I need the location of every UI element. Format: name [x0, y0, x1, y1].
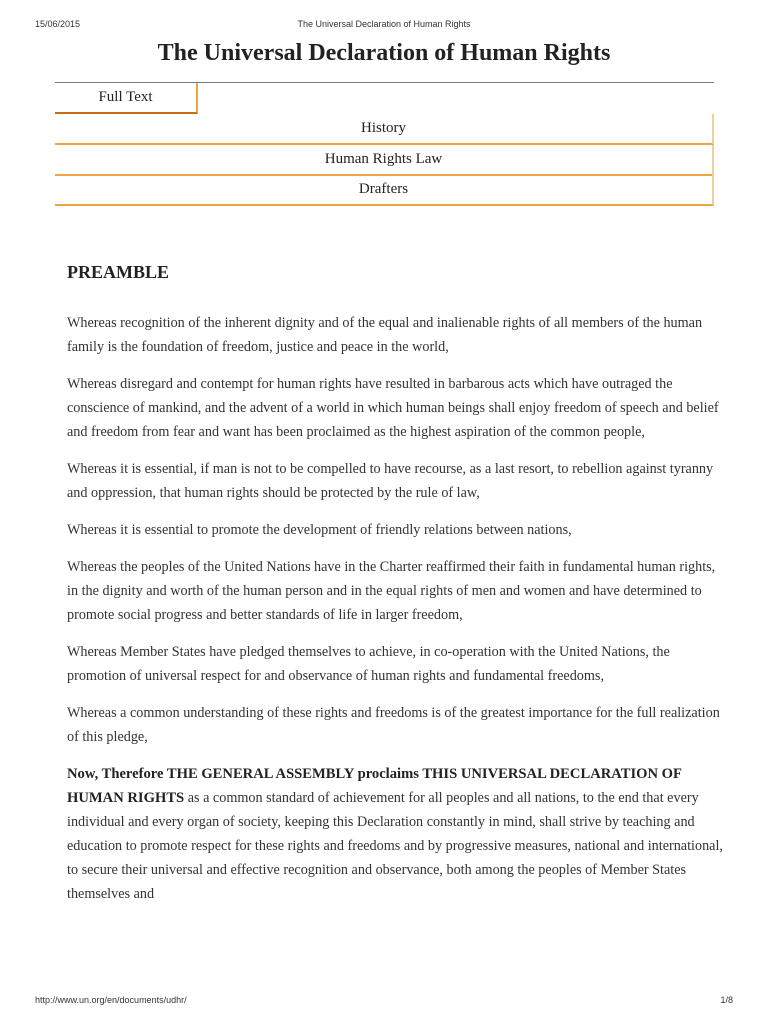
- preamble-paragraph: Whereas a common understanding of these rights and freedoms is of the greatest importance for the full realization of this pledge,: [67, 705, 720, 745]
- preamble-paragraph: Whereas the peoples of the United Nations have in the Charter reaffirmed their faith in fundamental human rights, in the dignity and worth of the human person and in the equal rights of men and women and have determined to promote social progress and better standards of life in larger freedom,: [67, 559, 716, 623]
- print-header-title: The Universal Declaration of Human Rights: [297, 19, 471, 29]
- preamble-paragraph: Whereas Member States have pledged themselves to achieve, in co-operation with the United Nations, the promotion of universal respect for and observance of human rights and fundamental freedoms,: [67, 644, 670, 684]
- print-footer: [0, 995, 768, 1007]
- preamble-paragraph: Whereas it is essential, if man is not to be compelled to have recourse, as a last resort, to rebellion against tyranny and oppression, that human rights should be protected by the rule of law,: [67, 461, 714, 501]
- main-content: [67, 258, 727, 919]
- preamble-paragraph: Whereas recognition of the inherent dignity and of the equal and inalienable rights of all members of the human family is the foundation of freedom, justice and peace in the world,: [67, 315, 703, 355]
- nav-item-history[interactable]: History: [55, 114, 714, 145]
- nav-item-human-rights-law[interactable]: Human Rights Law: [55, 145, 714, 176]
- print-header: [0, 19, 768, 31]
- preamble-paragraph: Whereas disregard and contempt for human rights have resulted in barbarous acts which have outraged the conscience of mankind, and the advent of a world in which human beings shall enjoy freedom of speech and belief and freedom from fear and want has been proclaimed as the highest aspiration of the common people,: [67, 376, 719, 440]
- tab-full-text[interactable]: Full Text: [55, 83, 198, 114]
- preamble-paragraph: Whereas it is essential to promote the development of friendly relations between nations,: [67, 522, 572, 538]
- preamble-heading: PREAMBLE: [67, 262, 170, 282]
- page-title: The Universal Declaration of Human Rights: [157, 40, 611, 66]
- print-header-date: 15/06/2015: [35, 19, 81, 29]
- nav-item-drafters[interactable]: Drafters: [55, 175, 714, 206]
- print-footer-url: http://www.un.org/en/documents/udhr/: [35, 995, 187, 1005]
- proclamation-text: as a common standard of achievement for all peoples and all nations, to the end that every individual and every organ of society, keeping this Declaration constantly in mind, shall strive by teaching and education to promote respect for these rights and freedoms and by progressive measures, national and international, to secure their universal and effective recognition and observance, both among the peoples of Member States themselves and: [67, 790, 723, 902]
- print-footer-page-count: 1/8: [720, 995, 733, 1005]
- proclamation-bold: Now, Therefore THE GENERAL ASSEMBLY proclaims THIS UNIVERSAL DECLARATION OF HUMAN RIGHTS: [67, 766, 682, 806]
- proclamation-paragraph: [67, 762, 727, 906]
